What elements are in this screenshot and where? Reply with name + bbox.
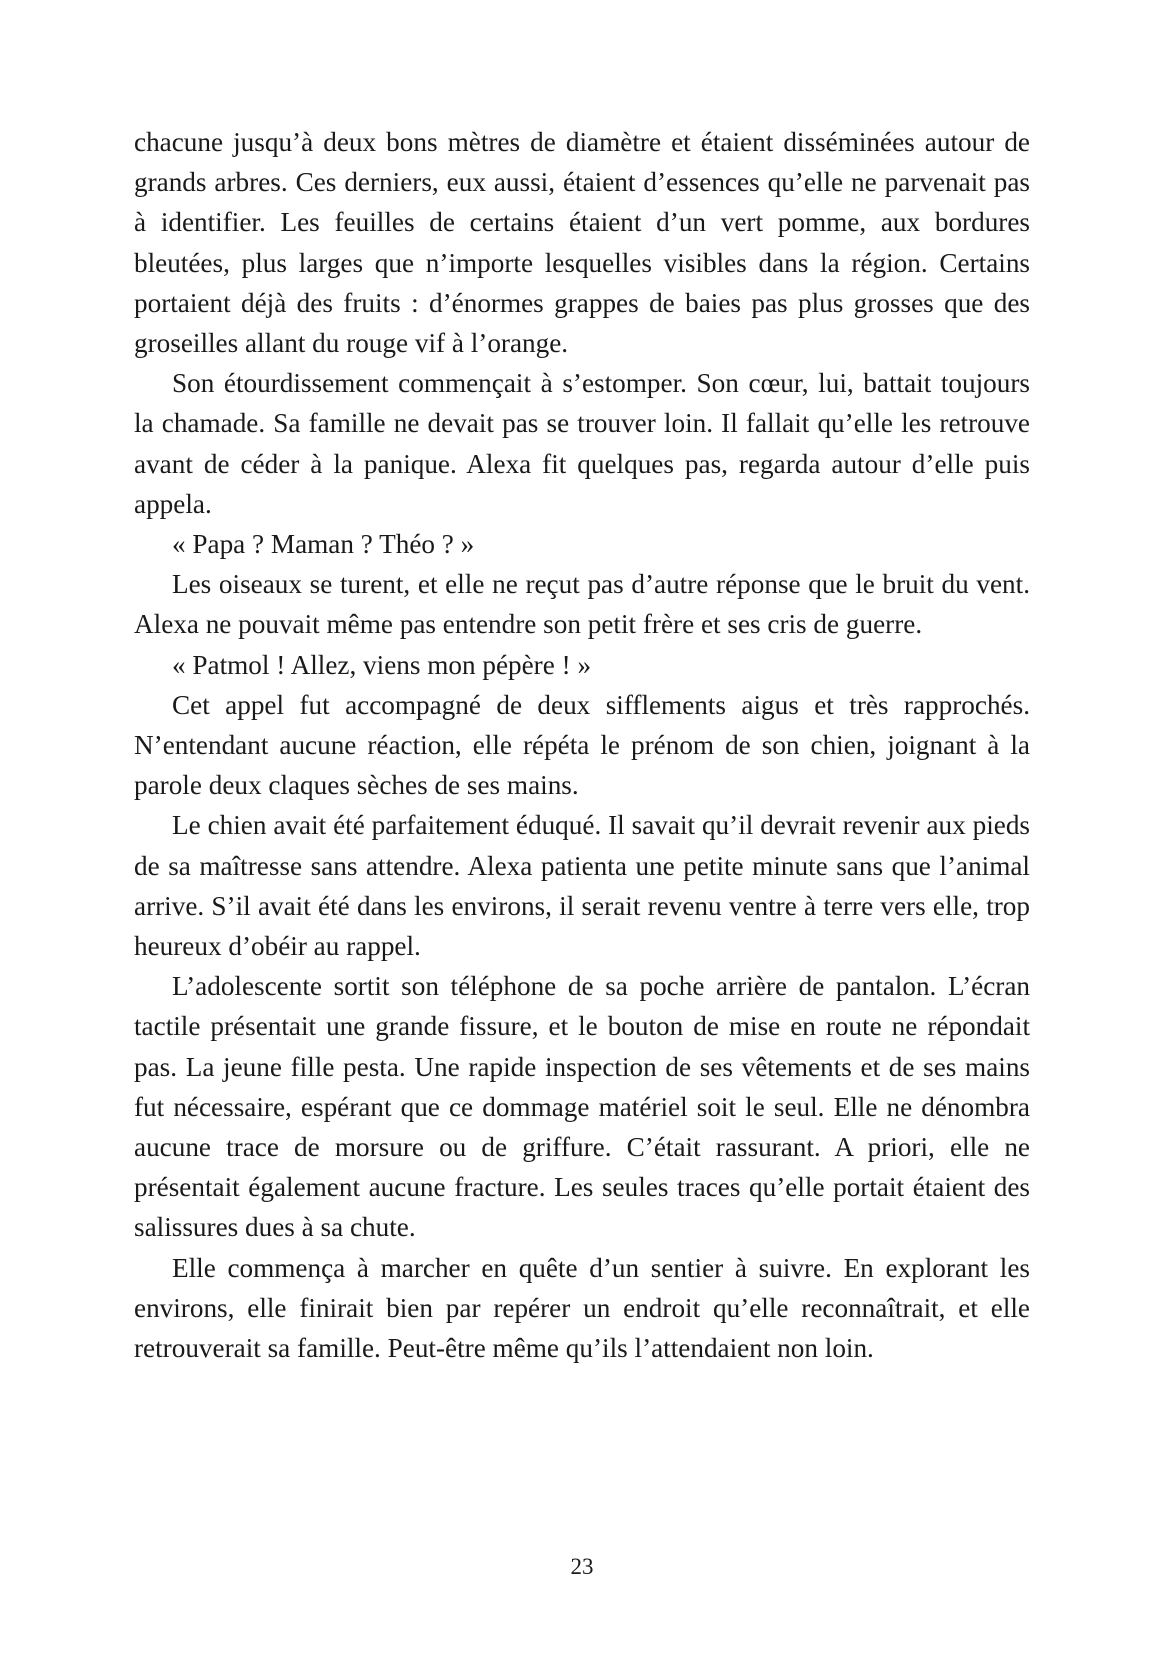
page-number: 23 — [570, 1554, 594, 1579]
paragraph: Les oiseaux se turent, et elle ne reçut pas d’autre réponse que le bruit du vent. Alexa ne pouvait même pas entendre son petit frère et ses cris de guerre. — [134, 569, 1030, 640]
paragraph: L’adolescente sortit son téléphone de sa poche arrière de pantalon. L’écran tactile présentait une grande fissure, et le bouton de mise en route ne répondait pas. La jeune fille pesta. Une rapide inspection de ses vêtements et de ses mains fut nécessaire, espérant que ce dommage matériel soit le seul. Elle ne dénombra aucune trace de morsure ou de griffure. C’était rassurant. A priori, elle ne présentait également aucune fracture. Les seules traces qu’elle portait étaient des salissures dues à sa chute. — [134, 971, 1030, 1243]
body-text — [134, 122, 1030, 1368]
paragraph: Le chien avait été parfaitement éduqué. Il savait qu’il devrait revenir aux pieds de sa maîtresse sans attendre. Alexa patienta une petite minute sans que l’animal arrive. S’il avait été dans les environs, il serait revenu ventre à terre vers elle, trop heureux d’obéir au rappel. — [134, 810, 1030, 962]
paragraph: Cet appel fut accompagné de deux sifflements aigus et très rapprochés. N’entendant aucune réaction, elle répéta le prénom de son chien, joignant à la parole deux claques sèches de ses mains. — [134, 689, 1030, 801]
paragraph: Elle commença à marcher en quête d’un sentier à suivre. En explorant les environs, elle finirait bien par repérer un endroit qu’elle reconnaîtrait, et elle retrouverait sa famille. Peut-être même qu’ils l’attendaient non loin. — [134, 1252, 1030, 1364]
dialogue-line: « Patmol ! Allez, viens mon pépère ! » — [172, 649, 592, 680]
paragraph-continuation: chacune jusqu’à deux bons mètres de diamètre et étaient disséminées autour de grands arbres. Ces derniers, eux aussi, étaient d’essences qu’elle ne parvenait pas à identifier. Les feuilles de certains étaient d’un vert pomme, aux bordures bleutées, plus larges que n’importe lesquelles visibles dans la région. Certains portaient déjà des fruits : d’énormes grappes de baies pas plus grosses que des groseilles allant du rouge vif à l’orange. — [134, 127, 1030, 359]
paragraph: Son étourdissement commençait à s’estomper. Son cœur, lui, battait toujours la chamade. Sa famille ne devait pas se trouver loin. Il fallait qu’elle les retrouve avant de céder à la panique. Alexa fit quelques pas, regarda autour d’elle puis appela. — [134, 368, 1030, 519]
dialogue-line: « Papa ? Maman ? Théo ? » — [172, 529, 475, 560]
